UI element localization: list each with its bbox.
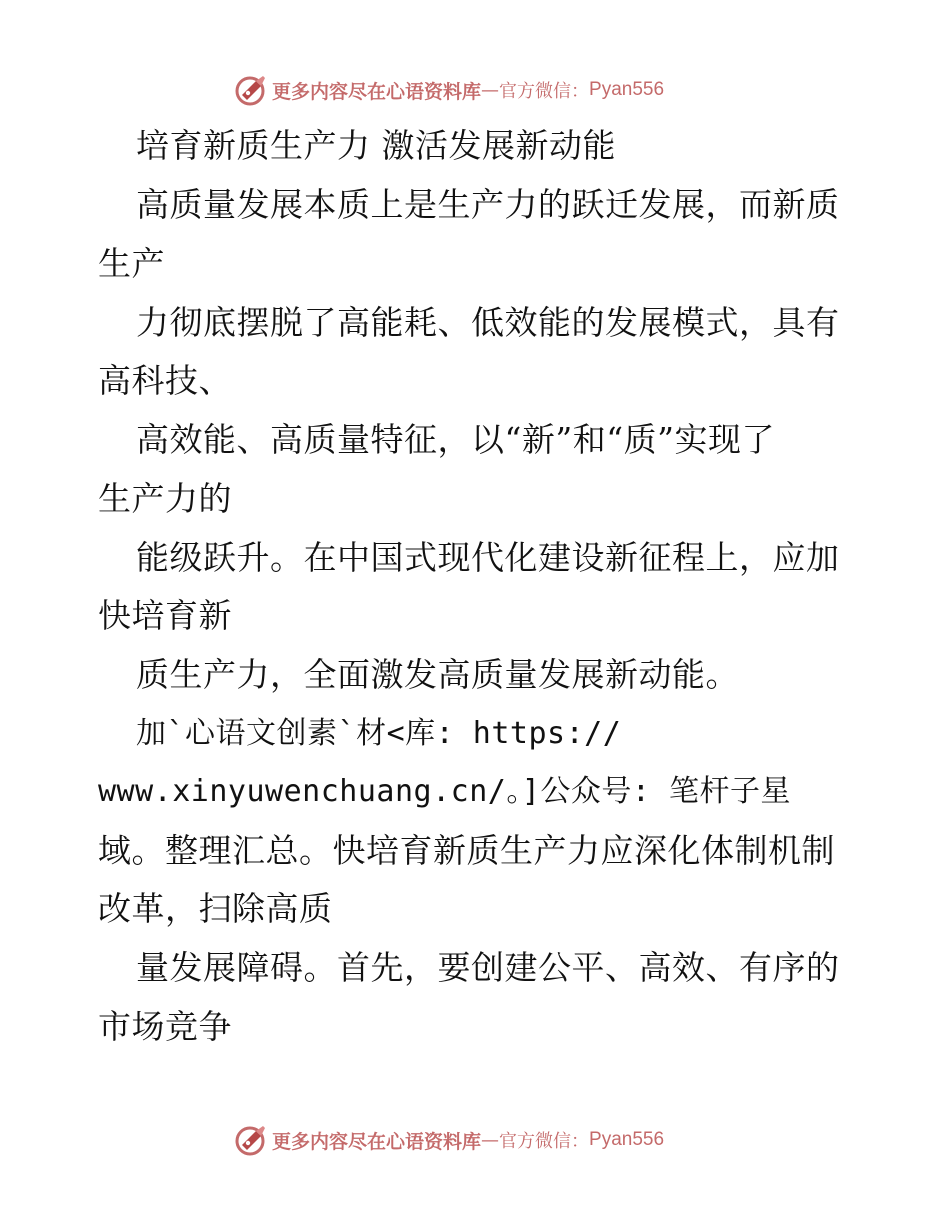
banner-title: 更多内容尽在心语资料库 [272,1130,482,1153]
banner-title: 更多内容尽在心语资料库 [272,80,482,103]
body-line: 质生产力，全面激发高质量发展新动能。 [136,655,739,694]
logo-icon [234,1123,268,1157]
banner-wechat-id: Pyan556 [589,79,665,100]
body-line: 快培育新 [98,596,232,635]
banner-dash: — [481,79,500,101]
body-line: 生产 [98,244,165,283]
body-line: 加`心语文创素`材<库: https:// [136,716,622,751]
title-line: 培育新质生产力 激活发展新动能 [136,126,616,165]
body-line: 量发展障碍。首先，要创建公平、高效、有序的 [136,948,840,987]
banner-dash: — [481,1129,500,1151]
body-line: 高质量发展本质上是生产力的跃迁发展，而新质 [136,185,840,224]
body-line: 力彻底摆脱了高能耗、低效能的发展模式，具有 [136,303,840,342]
body-line: 高科技、 [98,361,232,400]
banner-wechat-label: 官方微信： [499,81,590,102]
logo-icon [234,73,268,107]
body-line: 改革，扫除高质 [98,889,333,928]
header-banner [234,72,664,108]
body-line: www.xinyuwenchuang.cn/。]公众号: 笔杆子星 [98,774,792,809]
body-line: 市场竞争 [98,1007,232,1046]
footer-banner [234,1122,664,1158]
body-line: 域。整理汇总。快培育新质生产力应深化体制机制 [98,831,835,870]
banner-wechat-label: 官方微信： [499,1131,590,1152]
body-line: 能级跃升。在中国式现代化建设新征程上，应加 [136,538,840,577]
body-line: 生产力的 [98,479,232,518]
body-line: 高效能、高质量特征，以“新”和“质”实现了 [136,420,775,459]
banner-wechat-id: Pyan556 [589,1129,665,1150]
